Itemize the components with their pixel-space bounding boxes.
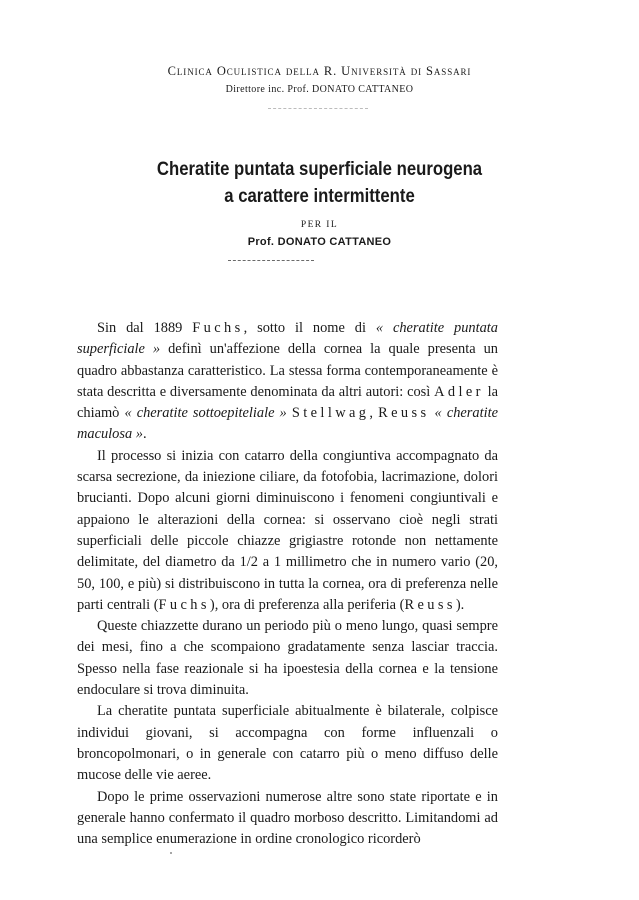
title-separator (228, 260, 314, 262)
article-title (38, 156, 600, 210)
text-span: , sotto il nome di (243, 320, 376, 336)
byline-author: Prof. DONATO CATTANEO (247, 236, 392, 248)
title-line-2: a carattere intermittente (224, 186, 415, 207)
text-span: la chiamò (77, 383, 499, 422)
author-name-reuss: Reuss (378, 405, 430, 422)
author-name-fuchs: Fuchs (192, 320, 244, 336)
text-span: ), ora di preferenza alla periferia ( (209, 596, 405, 613)
text-span: ). (455, 596, 465, 613)
institution-header: Clinica Oculistica della R. Università di Sassari (167, 64, 472, 78)
quoted-term: « cheratite maculosa » (77, 405, 498, 443)
author-name-stellwag: Stellwag (291, 405, 370, 422)
header-separator (268, 108, 368, 110)
paragraph-4: La cheratite puntata superficiale abitualmente è bilaterale, colpisce individui giovani, si accompagna con forme influenzali o broncopolmonari, o in generale con catarro più o meno diffuso delle mucose delle vie aeree. (77, 703, 498, 784)
paragraph-5: Dopo le prime osservazioni numerose altre sono state riportate e in generale hanno confermato il quadro morboso descritto. Limitandomi ad una semplice enumerazione in ordine cronologico ricorderò (77, 788, 498, 848)
body-text (77, 318, 498, 850)
director-line: Direttore inc. Prof. DONATO CATTANEO (225, 84, 414, 95)
text-span: . (142, 426, 147, 443)
author-name-adler: Adler (434, 383, 484, 400)
quoted-term: « cheratite puntata superficiale » (77, 320, 498, 358)
title-line-1: Cheratite puntata superficiale neurogena (156, 159, 483, 180)
author-name-reuss: Reuss (404, 596, 456, 613)
text-span: Sin dal 1889 (97, 320, 193, 336)
paragraph-3: Queste chiazzette durano un periodo più o meno lungo, quasi sempre dei mesi, fino a che scompaiono gradatamente senza lasciar traccia. Spesso nella fase reazionale si ha ipoestesia della cornea e la tensione endoculare si trova diminuita. (77, 618, 498, 699)
text-span: definì un'affezione della cornea la quale presenta un quadro abbastanza caratteristico. La stessa forma contemporaneamente è stata descritta e diversamente denominata da altri autori: così (77, 341, 498, 400)
page-speck (170, 852, 172, 854)
author-name-fuchs: Fuchs (158, 596, 210, 613)
byline-per: PER IL (300, 220, 339, 230)
text-span: Il processo si inizia con catarro della congiuntiva accompagnato da scarsa secrezione, da iniezione ciliare, da fotofobia, lacrimazione, dolori brucianti. Dopo alcuni giorni diminuiscono i fenomeni congiuntivali e appaiono le alterazioni della cornea: si osservano cioè negli strati superficiali delle piccole chiazze grigiastre rotonde non nettamente delimitate, del diametro da 1/2 a 1 millimetro che in numero vario (20, 50, 100, e più) si distribuiscono in tutta la cornea, ora di preferenza nelle parti centrali ( (77, 447, 498, 613)
paragraph-1 (77, 318, 498, 446)
text-span: , (369, 405, 379, 422)
quoted-term: « cheratite sottoepiteliale » (124, 405, 287, 422)
paragraph-2 (77, 446, 498, 616)
